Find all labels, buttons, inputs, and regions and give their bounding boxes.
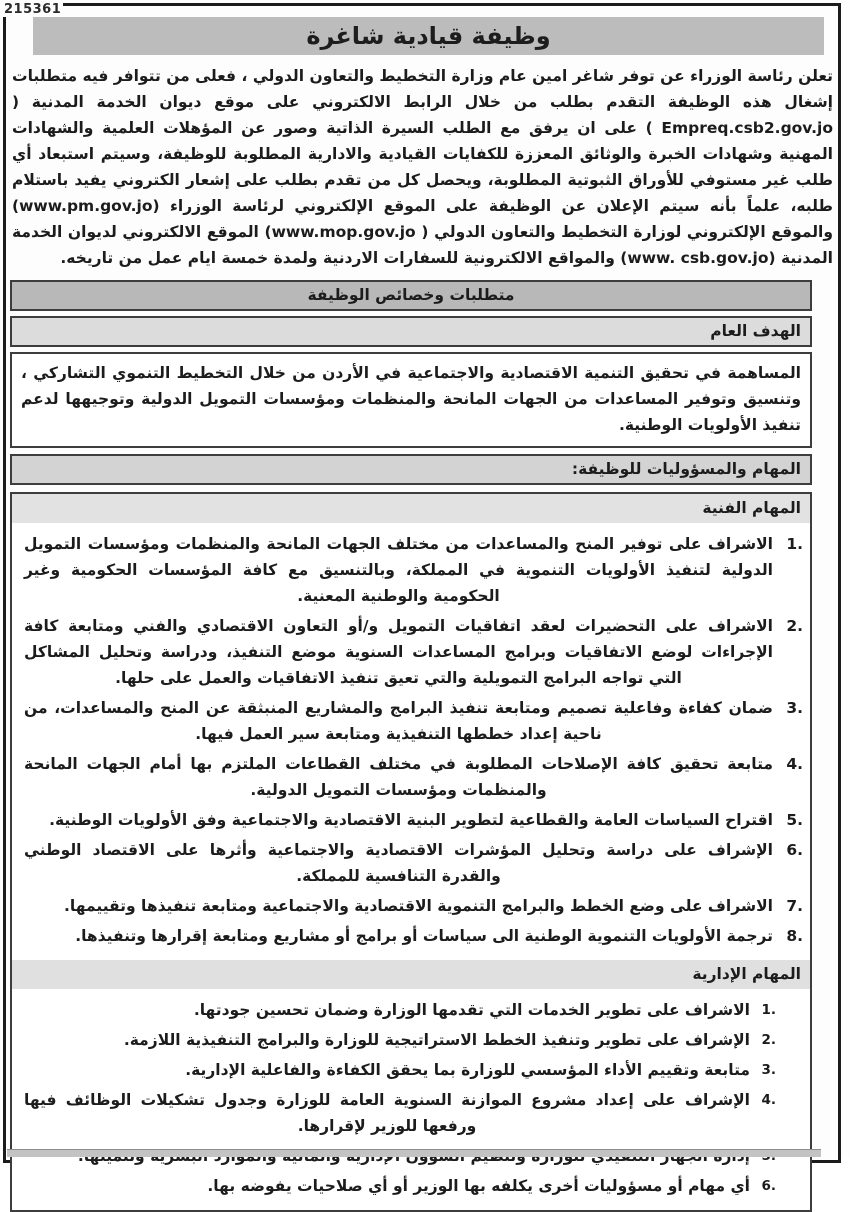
task-number: 3. — [786, 699, 803, 717]
admin-tasks-header-label: المهام الإدارية — [692, 965, 801, 983]
task-number: 4. — [786, 755, 803, 773]
task-text: الاشراف على تطوير الخدمات التي تقدمها الوزارة وضمان تحسين جودتها. — [193, 1001, 750, 1019]
task-text: ضمان كفاءة وفاعلية تصميم ومتابعة تنفيذ البرامج والمشاريع المنبثقة عن المنح والمساعدات، من ناحية إعداد خططها التنفيذية ومتابعة سير العمل فيها. — [24, 699, 773, 743]
objective-text: المساهمة في تحقيق التنمية الاقتصادية والاجتماعية في الأردن من خلال التخطيط التنموي التشاركي ، وتنسيق وتوفير المساعدات من الجهات المانحة والمنظمات ومؤسسات التمويل الدولية وتوجيهها لدعم تنفيذ الأولويات الوطنية. — [21, 364, 801, 434]
ad-title: وظيفة قيادية شاغرة — [306, 22, 551, 50]
admin-task-list — [12, 989, 810, 1205]
task-text: أي مهام أو مسؤوليات أخرى يكلفه بها الوزير أو أي صلاحيات يفوضه بها. — [207, 1177, 750, 1195]
task-number: 3. — [761, 1062, 776, 1078]
admin-task-item-6 — [24, 1173, 776, 1199]
task-text: متابعة وتقييم الأداء المؤسسي للوزارة بما يحقق الكفاءة والفاعلية الإدارية. — [185, 1061, 750, 1079]
technical-task-item-7 — [24, 893, 803, 919]
objective-text-box — [10, 352, 812, 448]
tasks-header-bar — [10, 454, 812, 485]
admin-tasks-header-bar — [12, 960, 810, 989]
admin-task-item-1 — [24, 997, 776, 1023]
tasks-header-label: المهام والمسؤوليات للوظيفة: — [571, 460, 801, 478]
objective-header-label: الهدف العام — [710, 322, 801, 340]
task-text: الإشراف على دراسة وتحليل المؤشرات الاقتصادية والاجتماعية وأثرها على الاقتصاد الوطني والقدرة التنافسية للمملكة. — [24, 841, 773, 885]
task-number: 4. — [761, 1092, 776, 1108]
task-number: 8. — [786, 927, 803, 945]
task-number: 7. — [786, 897, 803, 915]
technical-task-item-5 — [24, 807, 803, 833]
admin-task-item-2 — [24, 1027, 776, 1053]
task-number: 2. — [761, 1032, 776, 1048]
technical-task-item-3 — [24, 695, 803, 747]
technical-tasks-header-label: المهام الفنية — [702, 499, 801, 517]
task-text: الإشراف على إعداد مشروع الموازنة السنوية العامة للوزارة وجدول تشكيلات الوظائف فيها ورفعها للوزير لإقرارها. — [24, 1091, 750, 1135]
task-number: 2. — [786, 617, 803, 635]
next-section-bar-cutoff — [7, 1149, 821, 1157]
technical-tasks-header-bar — [12, 494, 810, 523]
task-number: 6. — [761, 1178, 776, 1194]
task-text: الاشراف على توفير المنح والمساعدات من مختلف الجهات المانحة والمنظمات ومؤسسات التمويل الدولية لتنفيذ الأولويات التنموية في المملكة، وبالتنسيق مع كافة المؤسسات الحكومية وغير الحكومية والوطنية المعنية. — [24, 535, 773, 605]
ad-title-bar — [33, 17, 824, 55]
task-text: متابعة تحقيق كافة الإصلاحات المطلوبة في مختلف القطاعات الملتزم بها أمام الجهات المانحة والمنظمات ومؤسسات التمويل الدولية. — [24, 755, 773, 799]
task-number: 6. — [786, 841, 803, 859]
technical-task-item-4 — [24, 751, 803, 803]
tasks-box — [10, 492, 812, 1212]
requirements-header-bar — [10, 280, 812, 311]
technical-task-item-6 — [24, 837, 803, 889]
task-text: الاشراف على التحضيرات لعقد اتفاقيات التمويل و/أو التعاون الاقتصادي والفني ومتابعة كافة الإجراءات لوضع الاتفاقيات وبرامج المساعدات السنوية موضع التنفيذ، ودراسة وتحليل المشاكل التي تواجه البرامج التمويلية والتي تعيق تنفيذ الاتفاقيات والعمل على حلها. — [24, 617, 773, 687]
intro-paragraph: تعلن رئاسة الوزراء عن توفر شاغر امين عام وزارة التخطيط والتعاون الدولي ، فعلى من تتوافر فيه متطلبات إشغال هذه الوظيفة التقدم بطلب من خلال الرابط الالكتروني على موقع ديوان الخدمة المدنية ( Empreq.csb2.gov.jo ) على ان يرفق مع الطلب السيرة الذاتية وصور عن المؤهلات العلمية والشهادات المهنية وشهادات الخبرة والوثائق المعززة للكفايات القيادية والادارية المطلوبة للوظيفة، وسيتم استبعاد أي طلب غير مستوفي للأوراق الثبوتية المطلوبة، ويحصل كل من تقدم بطلب على إشعار الكتروني يفيد باستلام طلبه، علماً بأنه سيتم الإعلان عن الوظيفة على الموقع الإلكتروني لرئاسة الوزراء (www.pm.gov.jo) والموقع الإلكتروني لوزارة التخطيط والتعاون الدولي ( www.mop.gov.jo) الموقع الالكتروني لديوان الخدمة المدنية (www. csb.gov.jo) والمواقع الالكترونية للسفارات الاردنية ولمدة خمسة ايام عمل من تاريخه. — [12, 67, 833, 267]
requirements-header-label: متطلبات وخصائص الوظيفة — [307, 286, 515, 304]
task-text: الإشراف على تطوير وتنفيذ الخطط الاستراتيجية للوزارة والبرامج التنفيذية اللازمة. — [123, 1031, 750, 1049]
task-text: ترجمة الأولويات التنموية الوطنية الى سياسات أو برامج أو مشاريع ومتابعة إقرارها وتنفيذها. — [75, 927, 773, 945]
technical-task-item-8 — [24, 923, 803, 949]
task-number: 1. — [786, 535, 803, 553]
task-number: 1. — [761, 1002, 776, 1018]
technical-task-item-1 — [24, 531, 803, 609]
admin-task-item-3 — [24, 1057, 776, 1083]
sections-container — [10, 280, 812, 1212]
task-text: اقتراح السياسات العامة والقطاعية لتطوير البنية الاقتصادية والاجتماعية وفق الأولويات الوطنية. — [49, 811, 773, 829]
task-number: 5. — [786, 811, 803, 829]
ad-reference-number: 215361 — [4, 2, 62, 17]
technical-task-item-2 — [24, 613, 803, 691]
task-text: الاشراف على وضع الخطط والبرامج التنموية الاقتصادية والاجتماعية ومتابعة تنفيذها وتقييمها. — [64, 897, 773, 915]
objective-header-bar — [10, 316, 812, 347]
admin-task-item-4 — [24, 1087, 776, 1139]
ad-outer-frame — [3, 3, 841, 1195]
technical-task-list — [12, 523, 810, 955]
